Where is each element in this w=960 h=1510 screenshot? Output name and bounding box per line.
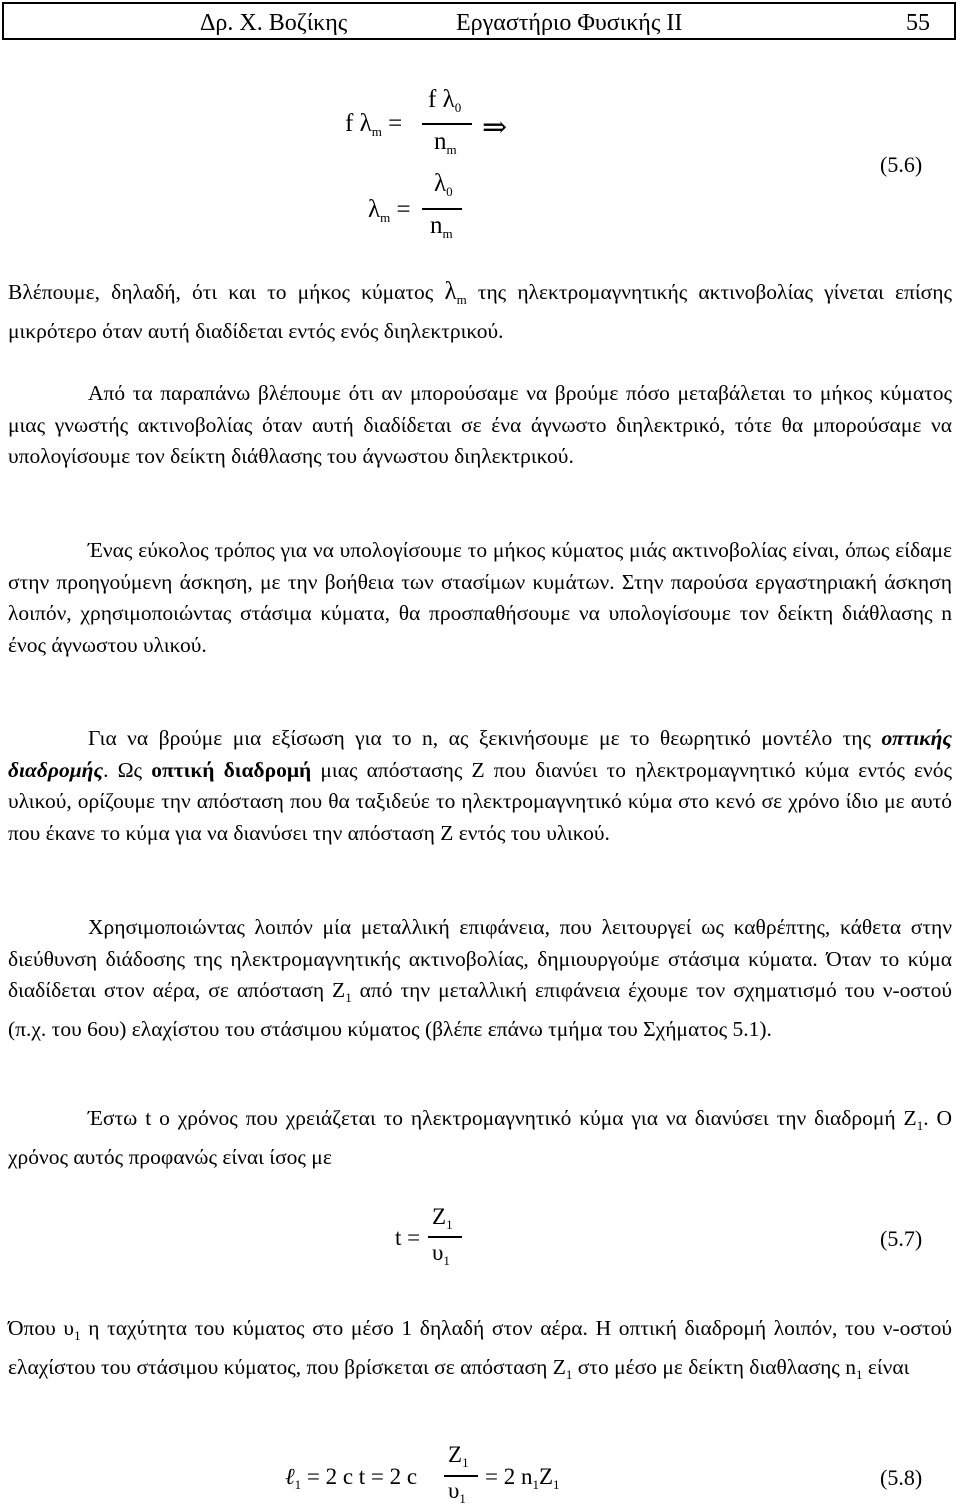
eq56-denominator: $n_m$ [434, 128, 457, 157]
paragraph-3: Ένας εύκολος τρόπος για να υπολογίσουμε το μήκος κύματος μιάς ακτινοβολίας είναι, όπως είδαμε στην προηγούμενη άσκηση, με την βοήθεια των στασίμων κυμάτων. Στην παρούσα εργαστηριακή άσκηση λοιπόν, χρησιμοποιώντας στάσιμα κύματα, θα προσπαθήσουμε να υπολογίσουμε τον δείκτη διάθλασης n ένος άγνωστου υλικού. [8, 538, 952, 658]
optical-path-strong: οπτική διαδρομή [151, 757, 312, 782]
eq56-denominator-2: $n_m$ [430, 212, 453, 241]
eq58-fraction-bar [444, 1475, 478, 1477]
eq56-implies-arrow: ⇒ [482, 111, 508, 144]
eq56-f: f [345, 110, 354, 137]
page-header [2, 2, 956, 40]
eq57-fraction-bar [428, 1236, 462, 1238]
paragraph-4: Για να βρούμε μια εξίσωση για το n, ας ξεκινήσουμε με το θεωρητικό μοντέλο της οπτικής διαδρομής. Ως οπτική διαδρομή μιας απόστασης Z που διανύει το ηλεκτρομαγνητικό κύμα εντός ενός υλικού, ορίζουμε την απόσταση που θα ταξιδεύε το ηλεκτρομαγνητικό κύμα στο κενό σε χρόνο ίδιο με αυτό που έκανε το κύμα για να διανύσει την απόσταση Z εντός του υλικού. [8, 726, 953, 846]
eq57-denominator: $\upsilon_1$ [432, 1240, 450, 1268]
eq56-fraction-bar-1 [422, 123, 472, 125]
paragraph-6: Έστω t ο χρόνος που χρειάζεται το ηλεκτρομαγνητικό κύμα για να διανύσει την διαδρομή $Z_1$. Ο χρόνος αυτός προφανώς είναι ίσος με [8, 1106, 952, 1169]
eq56-lambda: λ [359, 110, 372, 137]
header-page-number: 55 [906, 10, 930, 36]
eq56-lambda-2: λ [368, 196, 381, 223]
paragraph-5: Χρησιμοποιώντας λοιπόν μία μεταλλική επιφάνεια, που λειτουργεί ως καθρέπτης, κάθετα στην διεύθυνση διάδοσης της ηλεκτρομαγνητικής ακτινοβολίας, δημιουργούμε στάσιμα κύματα. Όταν το κύμα διαδίδεται στον αέρα, σε απόσταση $Z_1$ από την μεταλλική επιφάνεια έχουμε τον σχηματισμό του ν-οστού (π.χ. του 6ου) ελαχίστου του στάσιμου κύματος (βλέπε επάνω τμήμα του Σχήματος 5.1). [8, 915, 952, 1042]
eq58-ell: ℓ [285, 1464, 295, 1489]
optical-path-emphasis: οπτικής διαδρομής [8, 726, 952, 782]
eq58-number: (5.8) [880, 1465, 923, 1490]
eq58-numerator: $Z_1$ [448, 1442, 469, 1470]
eq57-numerator: $Z_1$ [432, 1204, 453, 1232]
paragraph-1: Βλέπουμε, δηλαδή, ότι και το μήκος κύματος $\lambda_m$ της ηλεκτρομαγνητικής ακτινοβολίας γίνεται επίσης μικρότερο όταν αυτή διαδίδεται εντός ενός διηλεκτρικού. [8, 278, 952, 343]
eq56-fraction-bar-2 [422, 208, 462, 210]
eq58-denominator: $\upsilon_1$ [448, 1478, 466, 1506]
header-title: Εργαστήριο Φυσικής ΙΙ [456, 10, 683, 36]
eq56-numerator-2: $\lambda_0$ [434, 170, 453, 199]
eq57-number: (5.7) [880, 1226, 923, 1251]
eq56-numerator: f $\lambda_0$ [428, 86, 462, 115]
paragraph-7: Όπου $\upsilon_1$ η ταχύτητα του κύματος στο μέσο 1 δηλαδή στον αέρα. Η οπτική διαδρομή λοιπόν, του ν-οστού ελαχίστου του στάσιμου κύματος, που βρίσκεται σε απόσταση $Z_1$ στο μέσο με δείκτη διαθλασης $n_1$ είναι [8, 1316, 953, 1382]
eq56-number: (5.6) [880, 152, 923, 177]
header-author: Δρ. Χ. Βοζίκης [200, 10, 348, 36]
lambda-symbol: λ [444, 278, 457, 305]
paragraph-2: Από τα παραπάνω βλέπουμε ότι αν μπορούσαμε να βρούμε πόσο μεταβάλεται το μήκος κύματος μιας γνωστής ακτινοβολίας όταν αυτή διαδίδεται σε ένα άγνωστο διηλεκτρικό, τότε θα μπορούσαμε να υπολογίσουμε τον δείκτη διάθλασης του άγνωστου διηλεκτρικού. [8, 381, 952, 469]
